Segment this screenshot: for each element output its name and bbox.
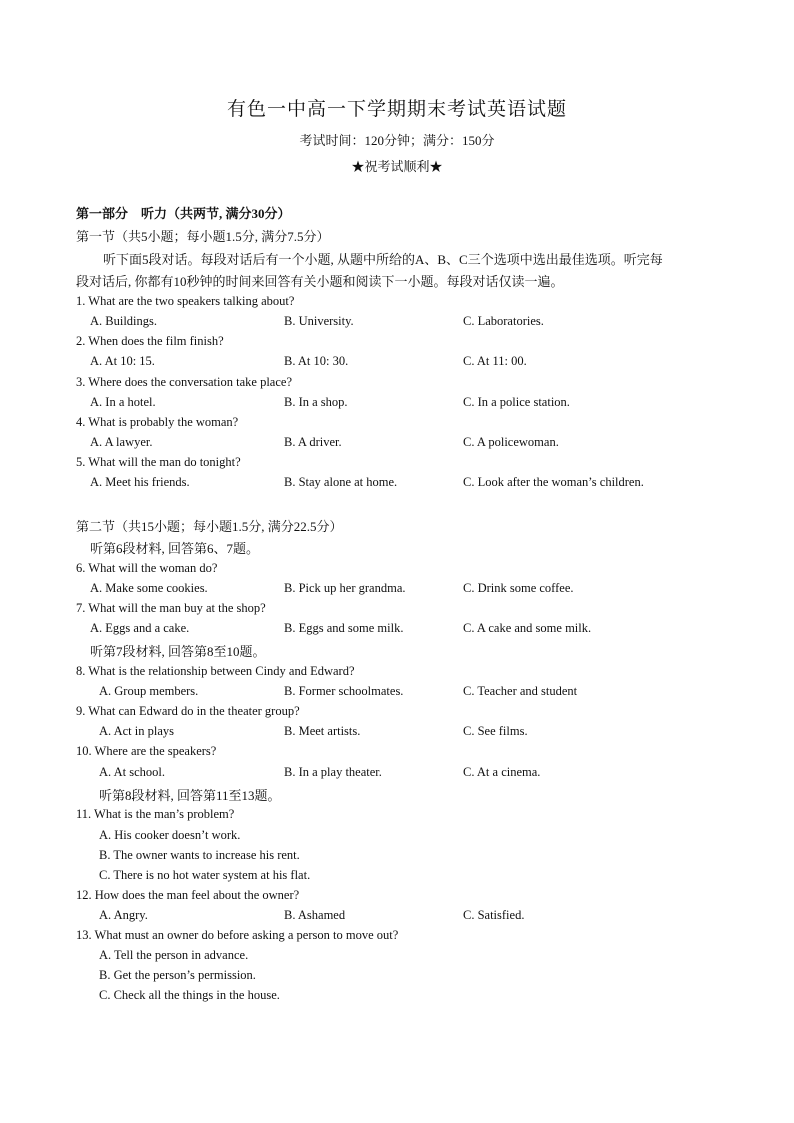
section2-heading: 第二节（共15小题；每小题1.5分, 满分22.5分） — [76, 519, 343, 534]
option-a: A. Make some cookies. — [90, 581, 208, 595]
option-a: A. Act in plays — [99, 724, 174, 738]
option-c: C. There is no hot water system at his flat. — [99, 868, 311, 882]
option-b: B. Stay alone at home. — [284, 475, 398, 489]
page-title: 有色一中高一下学期期末考试英语试题 — [226, 99, 567, 120]
option-c: C. A cake and some milk. — [463, 621, 592, 635]
option-b: B. The owner wants to increase his rent. — [99, 848, 300, 862]
option-c: C. Drink some coffee. — [463, 581, 574, 595]
question-text: 9. What can Edward do in the theater group? — [76, 704, 300, 718]
material-8-note: 听第8段材料, 回答第11至13题。 — [99, 788, 281, 803]
option-a: A. Angry. — [99, 908, 148, 922]
exam-info: 考试时间：120分钟；满分：150分 — [299, 133, 495, 148]
option-c: C. In a police station. — [463, 395, 570, 409]
question-text: 8. What is the relationship between Cindy and Edward? — [76, 664, 355, 678]
part1-heading: 第一部分 听力（共两节, 满分30分） — [76, 206, 291, 221]
question-text: 3. Where does the conversation take place? — [76, 375, 292, 389]
option-c: C. Look after the woman’s children. — [463, 475, 644, 489]
option-c: C. At a cinema. — [463, 765, 541, 779]
option-a: A. Buildings. — [90, 314, 158, 328]
option-b: B. Eggs and some milk. — [284, 621, 404, 635]
option-a: A. His cooker doesn’t work. — [99, 828, 241, 842]
option-b: B. In a shop. — [284, 395, 348, 409]
option-c: C. At 11: 00. — [463, 354, 527, 368]
option-a: A. At school. — [99, 765, 165, 779]
option-c: C. Teacher and student — [463, 684, 578, 698]
instructions-line2: 段对话后, 你都有10秒钟的时间来回答有关小题和阅读下一小题。每段对话仅读一遍。 — [76, 274, 564, 289]
blessing-text: ★祝考试顺利★ — [351, 159, 443, 174]
option-c: C. See films. — [463, 724, 528, 738]
question-text: 4. What is probably the woman? — [76, 415, 239, 429]
instructions-line1: 听下面5段对话。每段对话后有一个小题, 从题中所给的A、B、C三个选项中选出最佳选项。听完每 — [103, 252, 663, 267]
question-text: 7. What will the man buy at the shop? — [76, 601, 266, 615]
option-b: B. Ashamed — [284, 908, 346, 922]
option-b: B. At 10: 30. — [284, 354, 349, 368]
question-text: 10. Where are the speakers? — [76, 744, 217, 758]
option-b: B. University. — [284, 314, 354, 328]
option-a: A. In a hotel. — [90, 395, 156, 409]
option-a: A. Group members. — [99, 684, 199, 698]
option-a: A. Meet his friends. — [90, 475, 190, 489]
option-b: B. Former schoolmates. — [284, 684, 404, 698]
option-b: B. Pick up her grandma. — [284, 581, 406, 595]
option-b: B. A driver. — [284, 435, 342, 449]
question-text: 1. What are the two speakers talking about? — [76, 294, 295, 308]
question-text: 2. When does the film finish? — [76, 334, 224, 348]
question-text: 11. What is the man’s problem? — [76, 807, 235, 821]
material-7-note: 听第7段材料, 回答第8至10题。 — [90, 644, 266, 659]
option-c: C. Satisfied. — [463, 908, 525, 922]
option-a: A. Eggs and a cake. — [90, 621, 190, 635]
question-text: 5. What will the man do tonight? — [76, 455, 241, 469]
section1-heading: 第一节（共5小题；每小题1.5分, 满分7.5分） — [76, 229, 330, 244]
material-6-note: 听第6段材料, 回答第6、7题。 — [90, 541, 260, 556]
option-c: C. A policewoman. — [463, 435, 559, 449]
option-b: B. Get the person’s permission. — [99, 968, 256, 982]
question-text: 6. What will the woman do? — [76, 561, 218, 575]
option-a: A. Tell the person in advance. — [99, 948, 249, 962]
question-text: 13. What must an owner do before asking a person to move out? — [76, 928, 399, 942]
option-c: C. Check all the things in the house. — [99, 988, 280, 1002]
option-b: B. In a play theater. — [284, 765, 382, 779]
option-b: B. Meet artists. — [284, 724, 361, 738]
option-c: C. Laboratories. — [463, 314, 544, 328]
question-text: 12. How does the man feel about the owner? — [76, 888, 300, 902]
option-a: A. At 10: 15. — [90, 354, 155, 368]
option-a: A. A lawyer. — [90, 435, 153, 449]
